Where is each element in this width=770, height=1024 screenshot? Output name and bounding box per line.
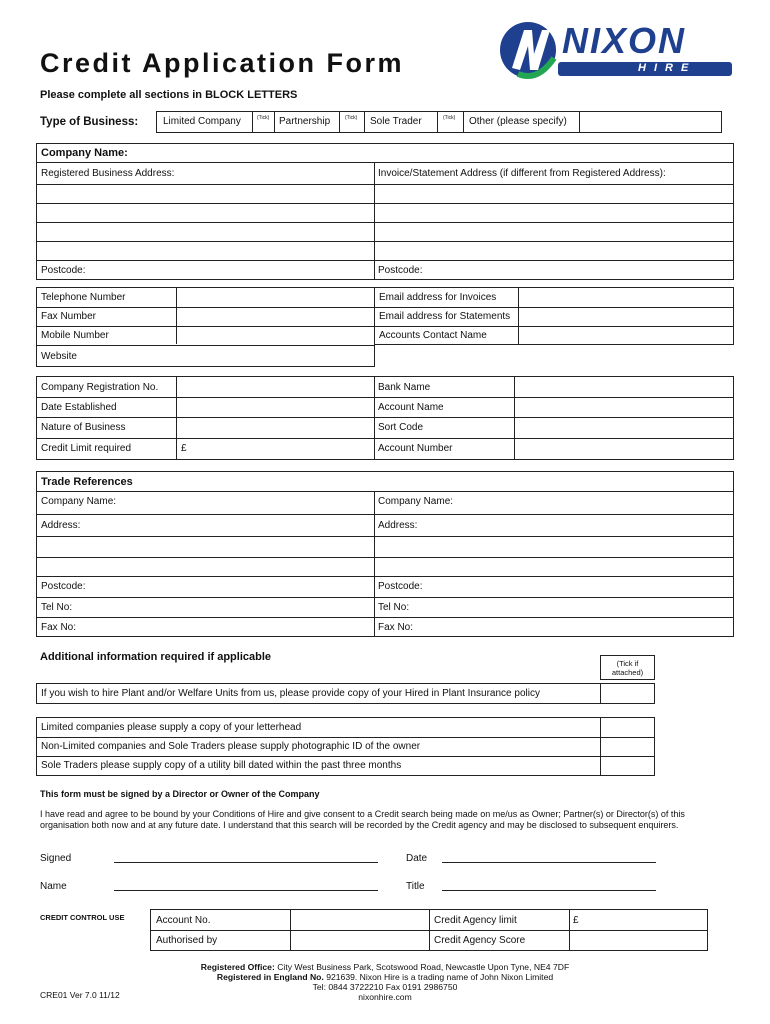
letterhead-text: Limited companies please supply a copy of your letterhead xyxy=(41,722,302,733)
form-title: Credit Application Form xyxy=(40,48,405,78)
tick-box-sole-trader[interactable] xyxy=(438,112,463,132)
account-no-label: Account No. xyxy=(156,915,211,926)
agency-limit-label: Credit Agency limit xyxy=(434,915,517,926)
tick-label: (Tick) xyxy=(257,115,270,121)
email-invoices-label: Email address for Invoices xyxy=(379,292,497,303)
contact-block-left xyxy=(36,287,375,367)
option-partnership: Partnership xyxy=(279,116,331,127)
invoice-address-label: Invoice/Statement Address (if different from Registered Address): xyxy=(378,168,666,179)
ref1-postcode-label: Postcode: xyxy=(41,581,86,592)
credit-limit-currency: £ xyxy=(181,443,187,454)
company-reg-label: Company Registration No. xyxy=(41,382,159,393)
fax-label: Fax Number xyxy=(41,311,97,322)
agency-score-label: Credit Agency Score xyxy=(434,935,526,946)
must-sign-note: This form must be signed by a Director or Owner of the Company xyxy=(40,789,320,799)
nixon-hire-logo xyxy=(498,18,738,82)
name-label: Name xyxy=(40,881,67,892)
ref2-fax-label: Fax No: xyxy=(378,622,414,633)
additional-info-title: Additional information required if applicable xyxy=(40,651,272,663)
registration-block xyxy=(36,376,734,460)
tick-label: (Tick) xyxy=(345,115,358,121)
credit-control-table xyxy=(150,909,708,951)
date-field[interactable] xyxy=(442,862,656,863)
sort-code-label: Sort Code xyxy=(378,422,424,433)
option-limited-company: Limited Company xyxy=(163,116,241,127)
trade-references-block xyxy=(36,471,734,637)
tick-box-limited-company[interactable] xyxy=(253,112,274,132)
ref1-company-label: Company Name: xyxy=(41,496,117,507)
block-letters-instruction: Please complete all sections in BLOCK LETTERS xyxy=(40,89,298,101)
logo-sub-text: HIRE xyxy=(638,62,697,74)
name-field[interactable] xyxy=(114,890,378,891)
documents-block xyxy=(36,717,655,776)
signed-field[interactable] xyxy=(114,862,378,863)
company-address-block xyxy=(36,143,734,280)
utility-bill-text: Sole Traders please supply copy of a utility bill dated within the past three months xyxy=(41,760,402,771)
type-of-business-row xyxy=(156,111,722,133)
title-field[interactable] xyxy=(442,890,656,891)
mobile-label: Mobile Number xyxy=(41,330,109,341)
email-statements-label: Email address for Statements xyxy=(379,311,511,322)
ref1-tel-label: Tel No: xyxy=(41,602,73,613)
bank-name-label: Bank Name xyxy=(378,382,431,393)
form-version: CRE01 Ver 7.0 11/12 xyxy=(40,990,120,1000)
footer-registration: Registered in England No. 921639. Nixon Hire is a trading name of John Nixon Limited xyxy=(216,972,554,982)
footer-office: Registered Office: City West Business Park, Scotswood Road, Newcastle Upon Tyne, NE4 7DF xyxy=(200,962,570,972)
plant-insurance-row xyxy=(36,683,655,704)
plant-insurance-text: If you wish to hire Plant and/or Welfare Units from us, please provide copy of your Hired in Plant Insurance policy xyxy=(41,688,540,699)
credit-limit-label: Credit Limit required xyxy=(41,443,132,454)
invoice-postcode-label: Postcode: xyxy=(378,265,423,276)
account-number-label: Account Number xyxy=(378,443,453,454)
account-name-label: Account Name xyxy=(378,402,444,413)
website-label: Website xyxy=(41,351,77,362)
trade-references-title: Trade References xyxy=(41,476,133,488)
declaration-text: I have read and agree to be bound by your Conditions of Hire and give consent to a Credit search being made on me/us as Owner; Partner(s) or Director(s) of this organisation both now and at any future date. I understand that this search will be recorded by the Credit agency and may be disclosed to subsequent enquirers. xyxy=(40,809,685,830)
date-label: Date xyxy=(406,853,428,864)
company-name-label: Company Name: xyxy=(41,147,128,159)
title-label: Title xyxy=(406,881,425,892)
ref2-company-label: Company Name: xyxy=(378,496,454,507)
ref2-tel-label: Tel No: xyxy=(378,602,410,613)
option-sole-trader: Sole Trader xyxy=(370,116,422,127)
registered-postcode-label: Postcode: xyxy=(41,265,86,276)
nature-of-business-label: Nature of Business xyxy=(41,422,126,433)
type-of-business-label: Type of Business: xyxy=(40,116,139,128)
signed-label: Signed xyxy=(40,853,72,864)
credit-control-label: CREDIT CONTROL USE xyxy=(40,913,125,922)
ref2-postcode-label: Postcode: xyxy=(378,581,423,592)
authorised-by-label: Authorised by xyxy=(156,935,218,946)
option-other: Other (please specify) xyxy=(469,116,567,127)
contact-block-right xyxy=(374,287,734,345)
registered-address-label: Registered Business Address: xyxy=(41,168,175,179)
logo-brand-text: NIXON xyxy=(562,20,687,61)
photo-id-text: Non-Limited companies and Sole Traders please supply photographic ID of the owner xyxy=(41,741,421,752)
tick-box-utility-bill[interactable] xyxy=(601,756,654,775)
accounts-contact-label: Accounts Contact Name xyxy=(379,330,487,341)
tick-if-attached-note: (Tick if attached) xyxy=(600,655,655,680)
ref1-fax-label: Fax No: xyxy=(41,622,77,633)
agency-limit-currency: £ xyxy=(573,915,579,926)
tick-box-photo-id[interactable] xyxy=(601,737,654,756)
tick-box-letterhead[interactable] xyxy=(601,718,654,737)
footer-phone: Tel: 0844 3722210 Fax 0191 2986750 xyxy=(312,982,458,992)
ref1-address-label: Address: xyxy=(41,520,81,531)
other-specify-field[interactable] xyxy=(580,112,721,132)
footer-website[interactable]: nixonhire.com xyxy=(358,992,412,1002)
ref2-address-label: Address: xyxy=(378,520,418,531)
telephone-label: Telephone Number xyxy=(41,292,126,303)
tick-label: (Tick) xyxy=(443,115,456,121)
tick-box-partnership[interactable] xyxy=(340,112,364,132)
date-established-label: Date Established xyxy=(41,402,117,413)
tick-box-plant-insurance[interactable] xyxy=(601,684,654,703)
